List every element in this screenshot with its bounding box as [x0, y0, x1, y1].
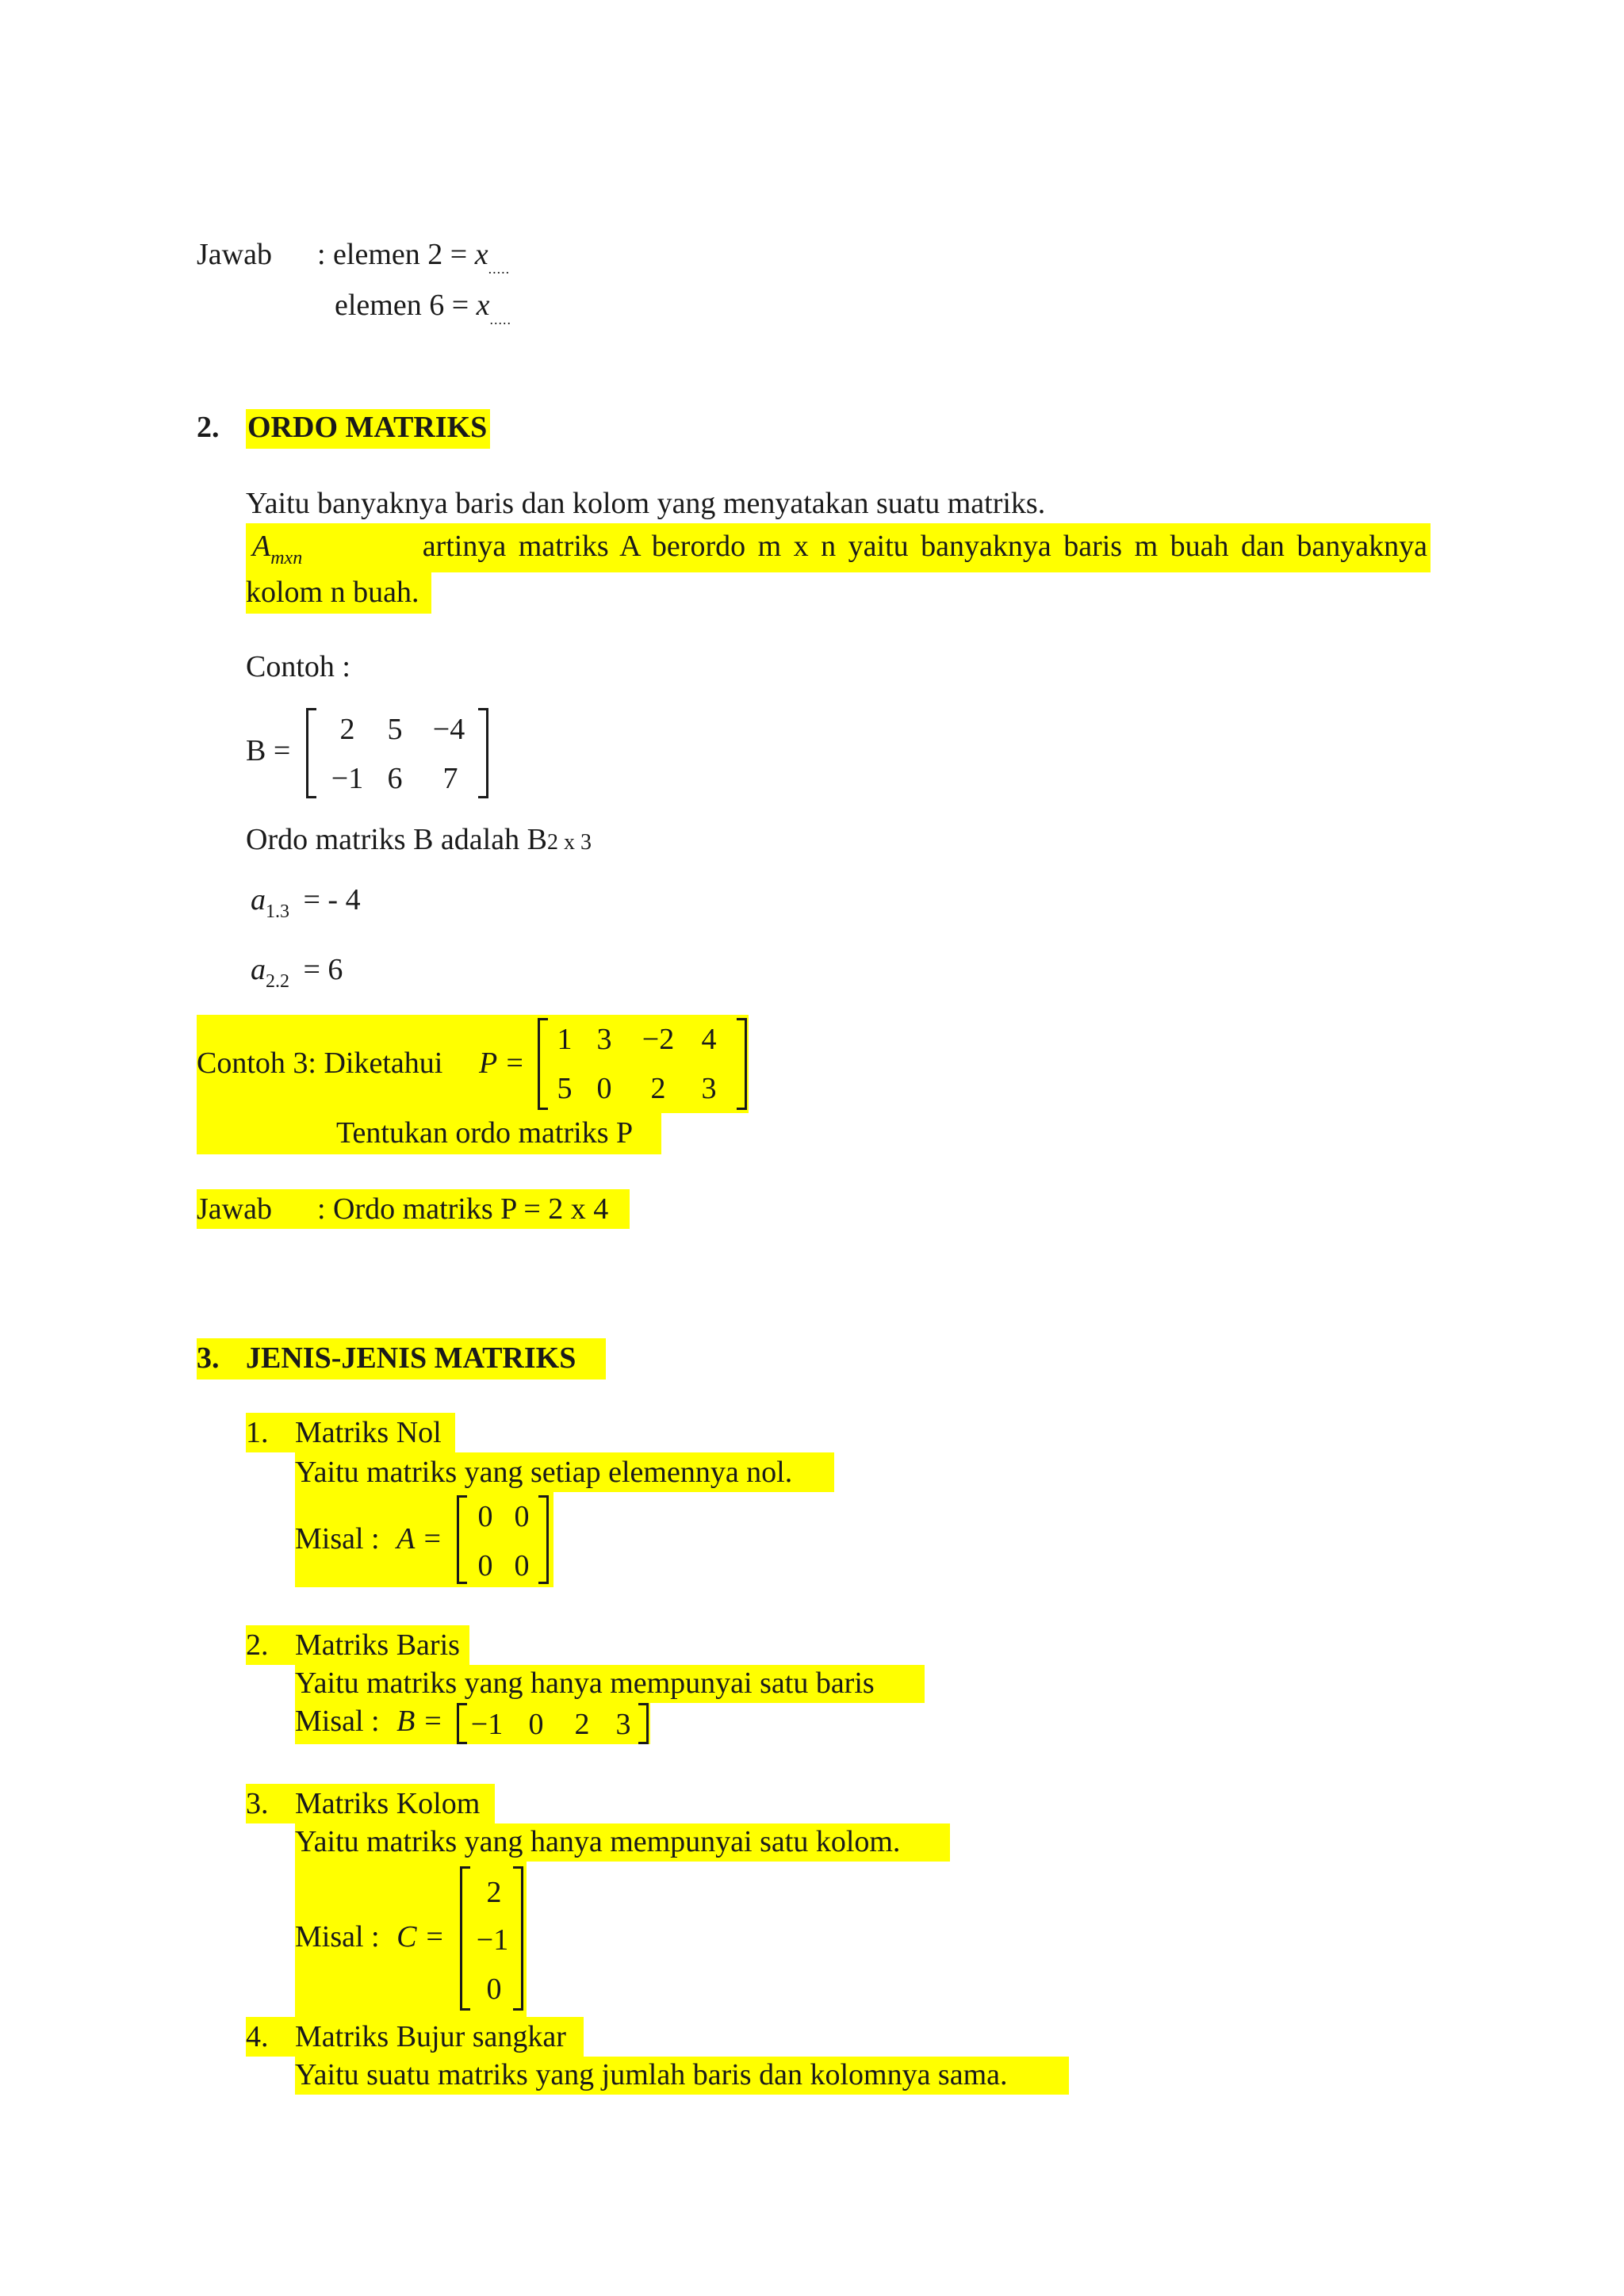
notation-line1: [252, 530, 1427, 570]
answer-text-main: : Ordo matriks P = 2 x: [317, 1192, 586, 1226]
ordo-text-main: Ordo matriks B adalah B: [246, 823, 547, 856]
section3-title: JENIS-JENIS MATRIKS: [246, 1341, 576, 1375]
matrix-b-cell: 6: [387, 762, 403, 795]
answer1-var: x: [474, 238, 488, 271]
matrix-brow-right-bracket: [638, 1703, 649, 1744]
ordo-text: [246, 823, 592, 858]
matrix-b-row: [457, 1703, 649, 1744]
item2-name: Matriks Baris: [295, 1628, 460, 1662]
answer-text: [317, 1192, 608, 1227]
matrix-a-cell: 0: [477, 1549, 493, 1582]
item2-misal-text: Misal :: [295, 1705, 380, 1738]
matrix-b-cell: 7: [442, 762, 458, 795]
item2-desc: Yaitu matriks yang hanya mempunyai satu baris: [295, 1667, 875, 1700]
matrix-brow-cell: 2: [574, 1708, 590, 1741]
answer1-line1: [317, 238, 510, 277]
item3-var: C =: [396, 1920, 445, 1954]
matrix-p-cell: −2: [642, 1023, 675, 1056]
matrix-p-cell: 0: [596, 1072, 612, 1105]
matrix-c-column: [460, 1866, 523, 2011]
answer1-line2-text: elemen 6 =: [335, 289, 477, 322]
matrix-b-cell: −1: [331, 762, 364, 795]
matrix-brow-cell: 3: [615, 1708, 631, 1741]
a13-val: = - 4: [303, 883, 361, 916]
matrix-p-right-bracket: [737, 1018, 747, 1110]
matrix-p-cell: 5: [557, 1072, 573, 1105]
matrix-b-label: B =: [246, 734, 291, 767]
matrix-b-left-bracket: [306, 708, 316, 798]
item4-desc: Yaitu suatu matriks yang jumlah baris dan kolomnya sama.: [295, 2058, 1008, 2091]
matrix-c-cell: 0: [486, 1973, 502, 2006]
example-label: Contoh :: [246, 650, 350, 683]
item4-name: Matriks Bujur sangkar: [295, 2020, 566, 2053]
matrix-a-left-bracket: [457, 1495, 467, 1584]
matrix-a-zero: [457, 1495, 549, 1584]
matrix-c-cell: −1: [476, 1923, 509, 1957]
notation-var: A: [252, 530, 271, 563]
a13-var: a: [251, 883, 266, 916]
matrix-p-cell: 3: [701, 1072, 717, 1105]
matrix-a-cell: 0: [514, 1549, 530, 1582]
example3-var: P =: [479, 1047, 525, 1080]
item1-misal: [295, 1522, 442, 1557]
item3-misal: [295, 1920, 445, 1955]
matrix-b-cell: 5: [387, 713, 403, 746]
matrix-b-cell: −4: [432, 713, 465, 746]
notation-text: artinya matriks A berordo m x n yaitu banyaknya baris m buah dan banyaknya: [422, 530, 1427, 563]
item2-var: B =: [396, 1705, 443, 1738]
item1-misal-text: Misal :: [295, 1522, 380, 1556]
item3-number: 3.: [246, 1787, 269, 1820]
matrix-p: [538, 1018, 747, 1110]
matrix-a-cell: 0: [514, 1500, 530, 1533]
a22-var: a: [251, 953, 266, 986]
matrix-p-cell: 4: [701, 1023, 717, 1056]
item1-var: A =: [396, 1522, 442, 1556]
notation-sub: mxn: [270, 548, 303, 568]
section2-definition: Yaitu banyaknya baris dan kolom yang menyatakan suatu matriks.: [246, 487, 1046, 520]
item3-desc: Yaitu matriks yang hanya mempunyai satu kolom.: [295, 1825, 901, 1858]
answer1-dots-2: .....: [489, 312, 512, 327]
matrix-p-cell: 1: [557, 1023, 573, 1056]
matrix-p-cell: 3: [596, 1023, 612, 1056]
item1-desc: Yaitu matriks yang setiap elemennya nol.: [295, 1456, 793, 1489]
item1-name: Matriks Nol: [295, 1416, 442, 1449]
matrix-p-cell: 2: [650, 1072, 666, 1105]
a22: [251, 953, 343, 993]
answer1-line2: [335, 289, 511, 328]
matrix-b-cell: 2: [339, 713, 355, 746]
answer-label: Jawab: [197, 1192, 272, 1226]
matrix-p-left-bracket: [538, 1018, 548, 1110]
matrix-b: [306, 708, 488, 798]
item3-name: Matriks Kolom: [295, 1787, 481, 1820]
item2-misal: [295, 1705, 442, 1739]
item4-number: 4.: [246, 2020, 269, 2053]
item3-misal-text: Misal :: [295, 1920, 380, 1954]
matrix-c-cell: 2: [486, 1876, 502, 1909]
matrix-b-right-bracket: [478, 708, 488, 798]
item2-number: 2.: [246, 1628, 269, 1662]
notation-line2: kolom n buah.: [246, 576, 419, 609]
section2-number: 2.: [197, 411, 220, 444]
matrix-a-cell: 0: [477, 1500, 493, 1533]
a22-val: = 6: [303, 953, 343, 986]
example3-label: Contoh 3: Diketahui: [197, 1047, 443, 1080]
example3-task: Tentukan ordo matriks P: [336, 1116, 634, 1150]
a22-sub: 2.2: [266, 971, 289, 992]
matrix-a-right-bracket: [538, 1495, 549, 1584]
answer1-dots: .....: [488, 261, 511, 277]
section3-number: 3.: [197, 1341, 220, 1375]
answer-tail: 4: [585, 1192, 609, 1226]
a13: [251, 883, 361, 924]
a13-sub: 1.3: [266, 901, 289, 922]
matrix-brow-cell: 0: [528, 1708, 544, 1741]
section2-title: ORDO MATRIKS: [246, 409, 490, 449]
answer1-line1-text: : elemen 2 =: [317, 238, 475, 271]
answer1-label: Jawab: [197, 238, 272, 271]
answer1-var-2: x: [476, 289, 490, 322]
matrix-brow-cell: −1: [470, 1708, 504, 1741]
item1-number: 1.: [246, 1416, 269, 1449]
ordo-sub: 2 x 3: [546, 830, 592, 855]
